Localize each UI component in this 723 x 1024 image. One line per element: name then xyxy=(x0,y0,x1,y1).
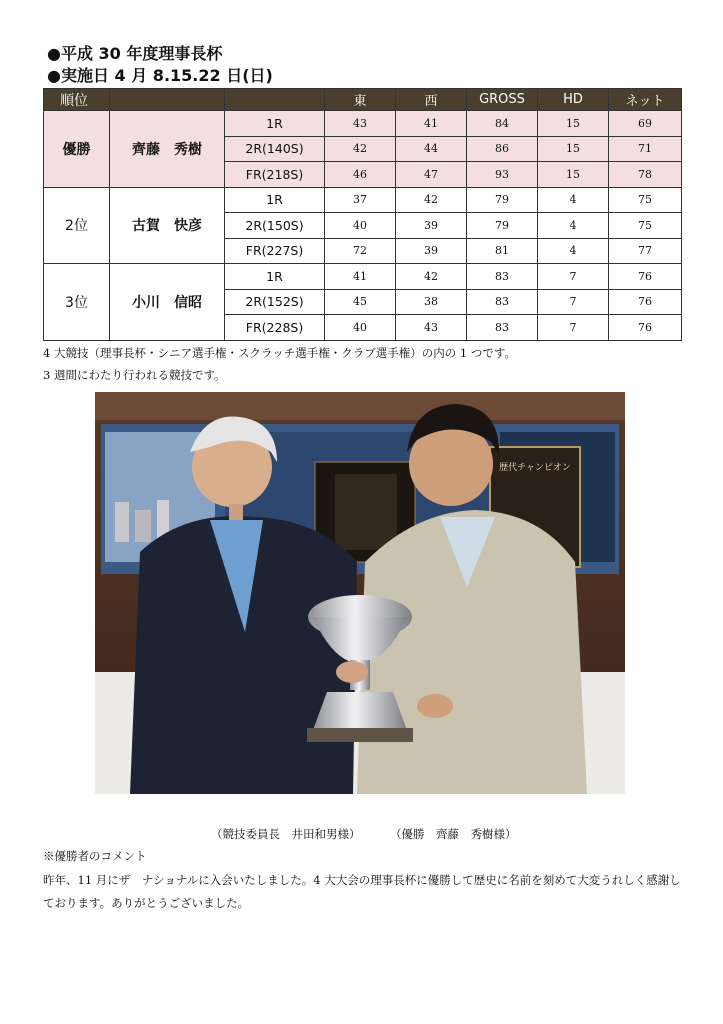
gross-score: 93 xyxy=(467,162,538,188)
gross-score: 79 xyxy=(467,213,538,239)
results-table xyxy=(43,88,682,341)
gross-score: 84 xyxy=(467,111,538,137)
east-score: 37 xyxy=(325,187,396,213)
west-score: 39 xyxy=(396,213,467,239)
net-score: 76 xyxy=(609,264,682,290)
round-cell: 2R(152S) xyxy=(225,289,325,315)
west-score: 42 xyxy=(396,264,467,290)
col-header-net: ネット xyxy=(609,89,682,111)
handicap: 7 xyxy=(538,264,609,290)
col-header-name xyxy=(110,89,225,111)
note-duration: 3 週間にわたり行われる競技です。 xyxy=(43,368,226,382)
gross-score: 86 xyxy=(467,136,538,162)
net-score: 75 xyxy=(609,213,682,239)
comment-heading: ※優勝者のコメント xyxy=(43,849,147,863)
west-score: 42 xyxy=(396,187,467,213)
handicap: 15 xyxy=(538,111,609,137)
net-score: 71 xyxy=(609,136,682,162)
round-cell: FR(227S) xyxy=(225,238,325,264)
gross-score: 81 xyxy=(467,238,538,264)
handicap: 7 xyxy=(538,315,609,341)
round-cell: FR(228S) xyxy=(225,315,325,341)
net-score: 75 xyxy=(609,187,682,213)
honor-board-title: 歴代チャンピオン xyxy=(499,463,571,473)
player-name: 小川 信昭 xyxy=(110,264,225,341)
note-competition: 4 大競技（理事長杯・シニア選手権・スクラッチ選手権・クラブ選手権）の内の 1 つです。 xyxy=(43,346,516,360)
gross-score: 83 xyxy=(467,289,538,315)
rank-cell: 優勝 xyxy=(44,111,110,188)
gross-score: 83 xyxy=(467,315,538,341)
west-score: 47 xyxy=(396,162,467,188)
player-name: 古賀 快彦 xyxy=(110,187,225,264)
round-cell: 1R xyxy=(225,111,325,137)
handicap: 7 xyxy=(538,289,609,315)
net-score: 76 xyxy=(609,315,682,341)
caption-winner: （優勝 齊藤 秀樹様） xyxy=(390,827,517,841)
round-cell: 2R(150S) xyxy=(225,213,325,239)
east-score: 45 xyxy=(325,289,396,315)
handicap: 15 xyxy=(538,136,609,162)
gross-score: 83 xyxy=(467,264,538,290)
west-score: 44 xyxy=(396,136,467,162)
comment-text: 昨年、11 月にザ ナショナルに入会いたしました。4 大大会の理事長杯に優勝して歴史に名前を刻めて大変うれしく感謝しております。ありがとうございました。 xyxy=(43,873,681,910)
west-score: 39 xyxy=(396,238,467,264)
col-header-hd: HD xyxy=(538,89,609,111)
net-score: 77 xyxy=(609,238,682,264)
east-score: 40 xyxy=(325,213,396,239)
col-header-east: 東 xyxy=(325,89,396,111)
east-score: 46 xyxy=(325,162,396,188)
table-row xyxy=(44,264,682,290)
page-title: ●平成 30 年度理事長杯 xyxy=(47,44,223,63)
round-cell: FR(218S) xyxy=(225,162,325,188)
east-score: 43 xyxy=(325,111,396,137)
event-dates: ●実施日 4 月 8.15.22 日(日) xyxy=(47,66,273,85)
player-name: 齊藤 秀樹 xyxy=(110,111,225,188)
table-row xyxy=(44,111,682,137)
col-header-rank: 順位 xyxy=(44,89,110,111)
rank-cell: 3位 xyxy=(44,264,110,341)
net-score: 76 xyxy=(609,289,682,315)
east-score: 40 xyxy=(325,315,396,341)
col-header-round xyxy=(225,89,325,111)
col-header-west: 西 xyxy=(396,89,467,111)
round-cell: 1R xyxy=(225,264,325,290)
round-cell: 2R(140S) xyxy=(225,136,325,162)
round-cell: 1R xyxy=(225,187,325,213)
east-score: 42 xyxy=(325,136,396,162)
handicap: 4 xyxy=(538,238,609,264)
net-score: 78 xyxy=(609,162,682,188)
east-score: 72 xyxy=(325,238,396,264)
col-header-gross: GROSS xyxy=(467,89,538,111)
handicap: 4 xyxy=(538,213,609,239)
handicap: 15 xyxy=(538,162,609,188)
table-header-row xyxy=(44,89,682,111)
east-score: 41 xyxy=(325,264,396,290)
west-score: 43 xyxy=(396,315,467,341)
award-photo xyxy=(95,392,625,794)
rank-cell: 2位 xyxy=(44,187,110,264)
table-row xyxy=(44,187,682,213)
gross-score: 79 xyxy=(467,187,538,213)
west-score: 38 xyxy=(396,289,467,315)
net-score: 69 xyxy=(609,111,682,137)
west-score: 41 xyxy=(396,111,467,137)
caption-official: （競技委員長 井田和男様） xyxy=(211,827,361,841)
handicap: 4 xyxy=(538,187,609,213)
